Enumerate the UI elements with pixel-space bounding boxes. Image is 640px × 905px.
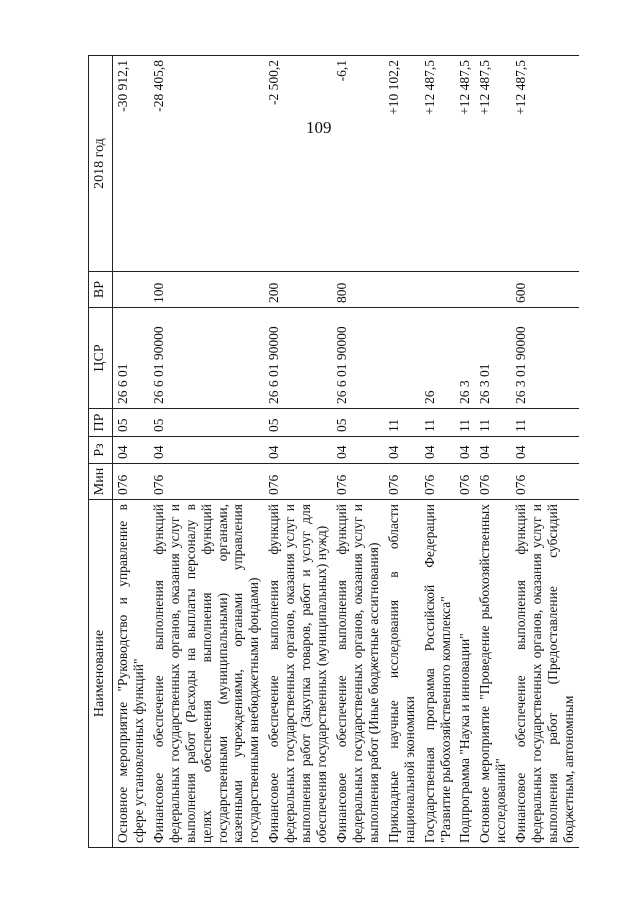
row-name: Финансовое обеспечение выполнения функций федеральных государственных органов, оказания услуг и выполнения работ (Расходы на выплаты персоналу в целях обеспечения выполнения функций государственными (муниципальными) органами, казенными учреждениями, органами управления государственными внебюджетными фондами) (149, 500, 264, 848)
row-name: Прикладные научные исследования в области национальной экономики (384, 500, 420, 848)
row-pr: 11 (475, 409, 511, 437)
row-name: Основное мероприятие "Руководство и управление в сфере установленных функций" (113, 500, 149, 848)
row-amount: +12 487,5 (455, 56, 475, 272)
row-csr (384, 308, 420, 409)
row-amount: -28 405,8 (149, 56, 264, 272)
row-vr: 600 (511, 272, 579, 308)
header-year: 2018 год (89, 56, 113, 272)
page-number: 109 (306, 118, 332, 137)
row-pr: 11 (455, 409, 475, 437)
row-min: 076 (113, 464, 149, 500)
row-csr: 26 6 01 (113, 308, 149, 409)
row-csr: 26 6 01 90000 (264, 308, 332, 409)
row-csr: 26 (420, 308, 456, 409)
row-rz: 04 (149, 437, 264, 464)
header-pr: ПР (89, 409, 113, 437)
header-min: Мин (89, 464, 113, 500)
table-row (384, 56, 420, 848)
row-rz: 04 (384, 437, 420, 464)
row-pr: 05 (264, 409, 332, 437)
row-amount: +12 487,5 (511, 56, 579, 272)
header-vr: ВР (89, 272, 113, 308)
row-pr: 05 (149, 409, 264, 437)
row-pr: 11 (420, 409, 456, 437)
row-name: Основное мероприятие "Проведение рыбохозяйственных исследований" (475, 500, 511, 848)
row-name: Государственная программа Российской Федерации "Развитие рыбохозяйственного комплекса" (420, 500, 456, 848)
table-row (455, 56, 475, 848)
row-min: 076 (455, 464, 475, 500)
table-row (264, 56, 332, 848)
row-vr (420, 272, 456, 308)
row-vr (455, 272, 475, 308)
row-csr: 26 3 (455, 308, 475, 409)
row-csr: 26 6 01 90000 (149, 308, 264, 409)
row-amount: +12 487,5 (475, 56, 511, 272)
row-min: 076 (511, 464, 579, 500)
budget-table (88, 55, 579, 848)
table-row (332, 56, 384, 848)
table-row (420, 56, 456, 848)
row-rz: 04 (264, 437, 332, 464)
header-rz: Рз (89, 437, 113, 464)
table-row (511, 56, 579, 848)
row-csr: 26 3 01 (475, 308, 511, 409)
row-rz: 04 (511, 437, 579, 464)
row-min: 076 (384, 464, 420, 500)
row-amount: +12 487,5 (420, 56, 456, 272)
row-csr: 26 3 01 90000 (511, 308, 579, 409)
row-min: 076 (420, 464, 456, 500)
row-vr: 800 (332, 272, 384, 308)
table-row (113, 56, 149, 848)
row-name: Финансовое обеспечение выполнения функций федеральных государственных органов, оказания услуг и выполнения работ (Закупка товаров, работ и услуг для обеспечения государственных (муниципальных) нужд) (264, 500, 332, 848)
header-csr: ЦСР (89, 308, 113, 409)
row-min: 076 (149, 464, 264, 500)
row-name: Финансовое обеспечение выполнения функций федеральных государственных органов, оказания услуг и выполнения работ (Иные бюджетные ассигнования) (332, 500, 384, 848)
row-vr: 200 (264, 272, 332, 308)
row-csr: 26 6 01 90000 (332, 308, 384, 409)
row-rz: 04 (332, 437, 384, 464)
row-vr: 100 (149, 272, 264, 308)
row-pr: 11 (384, 409, 420, 437)
row-pr: 05 (113, 409, 149, 437)
row-name: Финансовое обеспечение выполнения функций федеральных государственных органов, оказания услуг и выполнения работ (Предоставление субсидий бюджетным, автономным (511, 500, 579, 848)
row-pr: 05 (332, 409, 384, 437)
row-pr: 11 (511, 409, 579, 437)
row-rz: 04 (113, 437, 149, 464)
row-min: 076 (332, 464, 384, 500)
table-header-row (89, 56, 113, 848)
row-vr (384, 272, 420, 308)
table-row (475, 56, 511, 848)
row-amount: -2 500,2 (264, 56, 332, 272)
row-min: 076 (264, 464, 332, 500)
row-name: Подпрограмма "Наука и инновации" (455, 500, 475, 848)
row-rz: 04 (420, 437, 456, 464)
rotated-table-sheet (88, 56, 608, 848)
row-rz: 04 (475, 437, 511, 464)
row-vr (475, 272, 511, 308)
table-row (149, 56, 264, 848)
row-amount: -30 912,1 (113, 56, 149, 272)
row-amount: -6,1 (332, 56, 384, 272)
header-name: Наименование (89, 500, 113, 848)
row-rz: 04 (455, 437, 475, 464)
row-min: 076 (475, 464, 511, 500)
row-amount: +10 102,2 (384, 56, 420, 272)
row-vr (113, 272, 149, 308)
